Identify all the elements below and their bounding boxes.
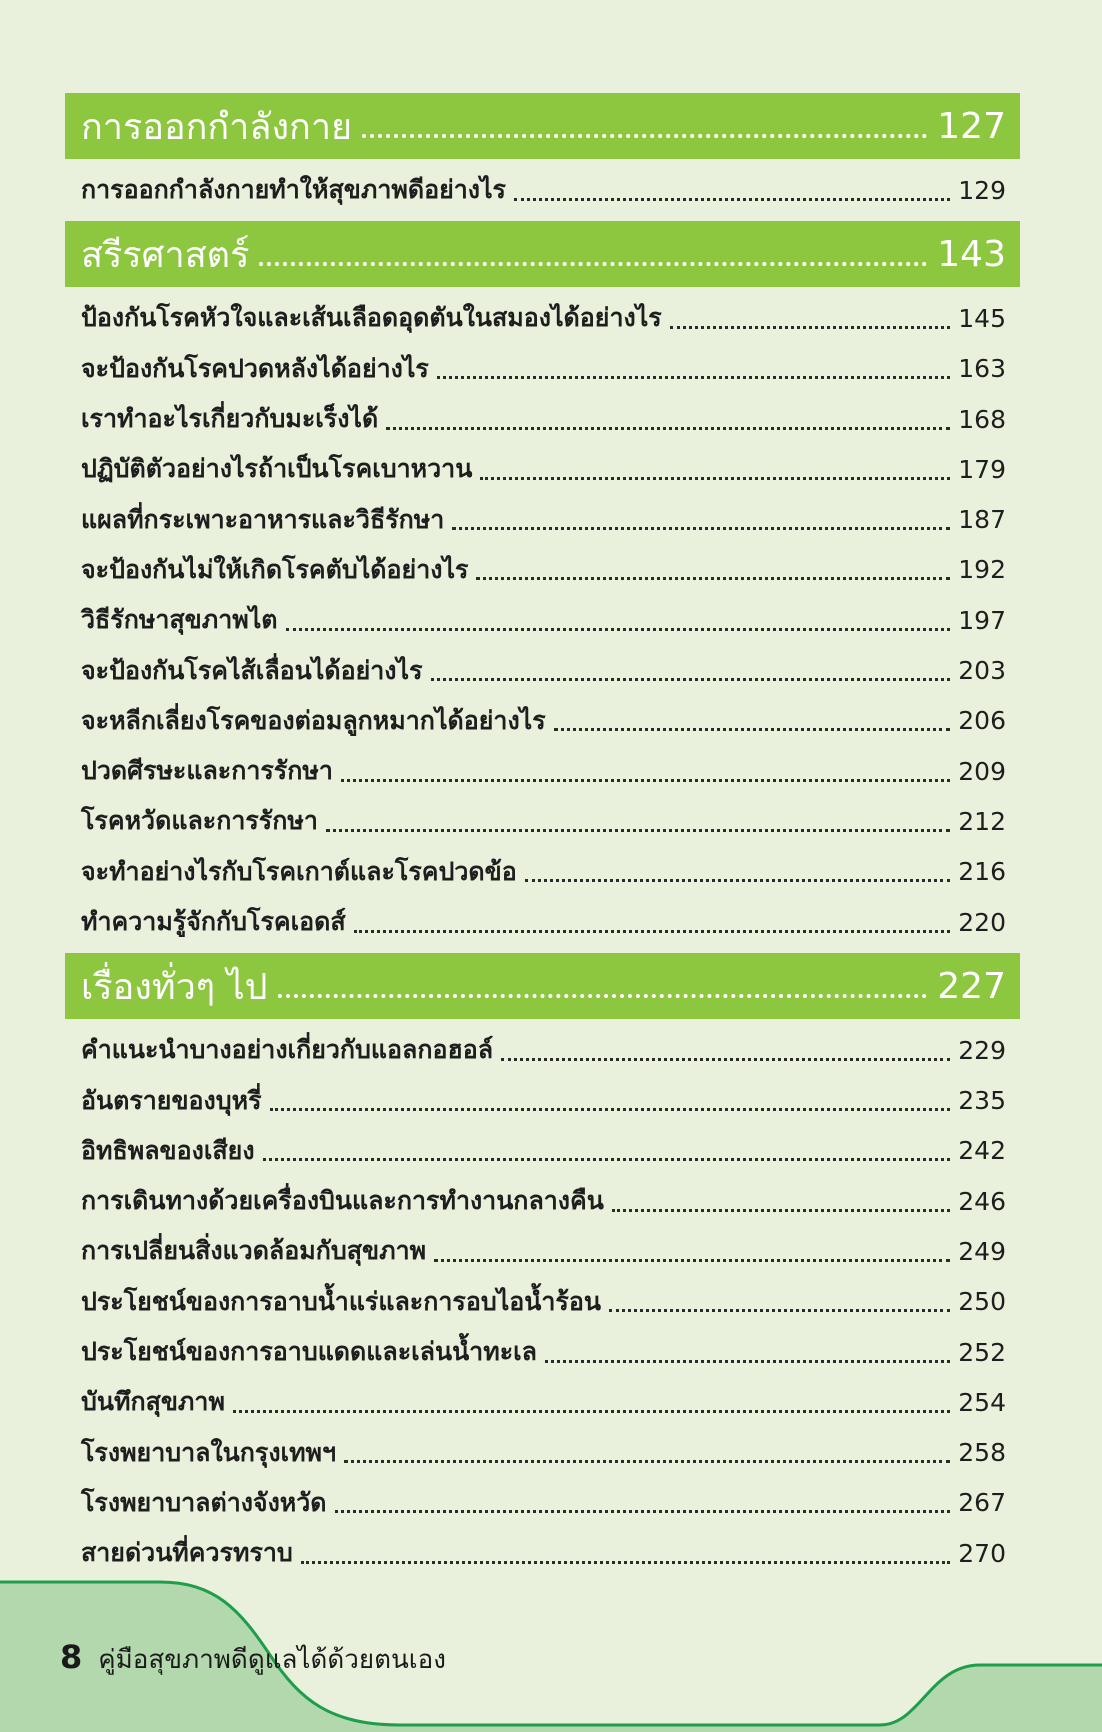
entry-page-number: 197 bbox=[958, 605, 1006, 635]
entry-title: โรคหวัดและการรักษา bbox=[81, 806, 318, 836]
entry-page-number: 192 bbox=[958, 555, 1006, 585]
dot-leader bbox=[480, 477, 950, 480]
toc-entry[interactable] bbox=[81, 444, 1006, 494]
dot-leader bbox=[335, 1510, 951, 1513]
dot-leader bbox=[514, 198, 950, 201]
section-entries bbox=[65, 1025, 1020, 1578]
entry-page-number: 145 bbox=[958, 303, 1006, 333]
dot-leader bbox=[263, 1158, 951, 1161]
toc-entry[interactable] bbox=[81, 1176, 1006, 1226]
dot-leader bbox=[259, 262, 927, 266]
entry-title: การเดินทางด้วยเครื่องบินและการทำงานกลางคืน bbox=[81, 1186, 604, 1216]
entry-page-number: 220 bbox=[958, 907, 1006, 937]
entry-page-number: 168 bbox=[958, 404, 1006, 434]
entry-title: จะป้องกันไม่ให้เกิดโรคตับได้อย่างไร bbox=[81, 554, 469, 584]
section-page-number: 127 bbox=[937, 105, 1006, 147]
entry-page-number: 212 bbox=[958, 806, 1006, 836]
dot-leader bbox=[452, 527, 950, 530]
toc-entry[interactable] bbox=[81, 746, 1006, 796]
dot-leader bbox=[501, 1058, 950, 1061]
dot-leader bbox=[270, 1108, 951, 1111]
dot-leader bbox=[437, 376, 950, 379]
entry-title: เราทำอะไรเกี่ยวกับมะเร็งได้ bbox=[81, 404, 379, 434]
footer-page-number: 8 bbox=[60, 1638, 83, 1676]
dot-leader bbox=[525, 879, 951, 882]
dot-leader bbox=[434, 1259, 950, 1262]
dot-leader bbox=[362, 134, 927, 138]
toc-entry[interactable] bbox=[81, 1277, 1006, 1327]
toc-entry[interactable] bbox=[81, 796, 1006, 846]
toc-entry[interactable] bbox=[81, 494, 1006, 544]
toc-entry[interactable] bbox=[81, 293, 1006, 343]
toc-entry[interactable] bbox=[81, 1428, 1006, 1478]
toc-entry[interactable] bbox=[81, 645, 1006, 695]
entry-title: โรงพยาบาลต่างจังหวัด bbox=[81, 1487, 327, 1517]
dot-leader bbox=[670, 326, 951, 329]
entry-title: อันตรายของบุหรี่ bbox=[81, 1085, 262, 1115]
entry-page-number: 258 bbox=[958, 1438, 1006, 1468]
entry-title: บันทึกสุขภาพ bbox=[81, 1387, 225, 1417]
section-page-number: 227 bbox=[937, 965, 1006, 1007]
entry-title: ประโยชน์ของการอาบน้ำแร่และการอบไอน้ำร้อน bbox=[81, 1286, 601, 1316]
entry-page-number: 216 bbox=[958, 857, 1006, 887]
entry-title: สายด่วนที่ควรทราบ bbox=[81, 1538, 293, 1568]
section-header-physiology[interactable] bbox=[65, 221, 1020, 287]
entry-title: จะทำอย่างไรกับโรคเกาต์และโรคปวดข้อ bbox=[81, 856, 517, 886]
toc-entry[interactable] bbox=[81, 344, 1006, 394]
dot-leader bbox=[554, 728, 951, 731]
dot-leader bbox=[431, 678, 951, 681]
page-footer bbox=[60, 1638, 446, 1680]
section-header-exercise[interactable] bbox=[65, 93, 1020, 159]
entry-title: จะหลีกเลี่ยงโรคของต่อมลูกหมากได้อย่างไร bbox=[81, 705, 546, 735]
toc-entry[interactable] bbox=[81, 595, 1006, 645]
dot-leader bbox=[286, 628, 951, 631]
entry-title: อิทธิพลของเสียง bbox=[81, 1135, 255, 1165]
dot-leader bbox=[612, 1209, 950, 1212]
toc-entry[interactable] bbox=[81, 1478, 1006, 1528]
entry-title: วิธีรักษาสุขภาพไต bbox=[81, 605, 278, 635]
entry-title: ปวดศีรษะและการรักษา bbox=[81, 756, 333, 786]
dot-leader bbox=[545, 1360, 950, 1363]
entry-page-number: 246 bbox=[958, 1186, 1006, 1216]
dot-leader bbox=[344, 1460, 950, 1463]
section-title: สรีรศาสตร์ bbox=[81, 234, 250, 276]
dot-leader bbox=[301, 1561, 950, 1564]
toc-entry[interactable] bbox=[81, 1327, 1006, 1377]
entry-title: จะป้องกันโรคไส้เลื่อนได้อย่างไร bbox=[81, 655, 423, 685]
entry-title: แผลที่กระเพาะอาหารและวิธีรักษา bbox=[81, 504, 445, 534]
entry-page-number: 270 bbox=[958, 1538, 1006, 1568]
toc-entry[interactable] bbox=[81, 165, 1006, 215]
dot-leader bbox=[354, 930, 951, 933]
toc-entry[interactable] bbox=[81, 897, 1006, 947]
toc-entry[interactable] bbox=[81, 394, 1006, 444]
entry-page-number: 179 bbox=[958, 454, 1006, 484]
dot-leader bbox=[233, 1410, 950, 1413]
footer-book-title: คู่มือสุขภาพดีดูแลได้ด้วยตนเอง bbox=[98, 1645, 446, 1675]
dot-leader bbox=[326, 829, 950, 832]
toc-entry[interactable] bbox=[81, 1126, 1006, 1176]
entry-page-number: 267 bbox=[958, 1488, 1006, 1518]
toc-entry[interactable] bbox=[81, 1025, 1006, 1075]
dot-leader bbox=[609, 1309, 950, 1312]
table-of-contents bbox=[65, 93, 1020, 1578]
entry-title: การเปลี่ยนสิ่งแวดล้อมกับสุขภาพ bbox=[81, 1236, 427, 1266]
entry-page-number: 254 bbox=[958, 1387, 1006, 1417]
toc-entry[interactable] bbox=[81, 1226, 1006, 1276]
entry-page-number: 252 bbox=[958, 1337, 1006, 1367]
entry-page-number: 235 bbox=[958, 1086, 1006, 1116]
entry-page-number: 163 bbox=[958, 354, 1006, 384]
dot-leader bbox=[386, 427, 950, 430]
toc-entry[interactable] bbox=[81, 696, 1006, 746]
entry-title: คำแนะนำบางอย่างเกี่ยวกับแอลกอฮอล์ bbox=[81, 1035, 494, 1065]
entry-title: ปฏิบัติตัวอย่างไรถ้าเป็นโรคเบาหวาน bbox=[81, 454, 473, 484]
dot-leader bbox=[341, 779, 950, 782]
section-header-general[interactable] bbox=[65, 953, 1020, 1019]
entry-page-number: 229 bbox=[958, 1035, 1006, 1065]
entry-page-number: 203 bbox=[958, 656, 1006, 686]
toc-entry[interactable] bbox=[81, 1075, 1006, 1125]
section-entries bbox=[65, 293, 1020, 947]
entry-page-number: 206 bbox=[958, 706, 1006, 736]
entry-title: โรงพยาบาลในกรุงเทพฯ bbox=[81, 1437, 337, 1467]
entry-page-number: 249 bbox=[958, 1236, 1006, 1266]
entry-title: ป้องกันโรคหัวใจและเส้นเลือดอุดตันในสมองได้อย่างไร bbox=[81, 303, 662, 333]
toc-entry[interactable] bbox=[81, 545, 1006, 595]
toc-entry[interactable] bbox=[81, 847, 1006, 897]
entry-title: ทำความรู้จักกับโรคเอดส์ bbox=[81, 907, 346, 936]
entry-title: จะป้องกันโรคปวดหลังได้อย่างไร bbox=[81, 353, 429, 383]
entry-title: ประโยชน์ของการอาบแดดและเล่นน้ำทะเล bbox=[81, 1337, 537, 1367]
toc-entry[interactable] bbox=[81, 1377, 1006, 1427]
entry-page-number: 209 bbox=[958, 756, 1006, 786]
entry-page-number: 129 bbox=[958, 175, 1006, 205]
section-title: เรื่องทั่วๆ ไป bbox=[81, 966, 268, 1008]
entry-page-number: 242 bbox=[958, 1136, 1006, 1166]
entry-page-number: 250 bbox=[958, 1287, 1006, 1317]
entry-page-number: 187 bbox=[958, 505, 1006, 535]
section-title: การออกกำลังกาย bbox=[81, 106, 353, 148]
dot-leader bbox=[278, 994, 928, 998]
entry-title: การออกกำลังกายทำให้สุขภาพดีอย่างไร bbox=[81, 175, 506, 205]
section-page-number: 143 bbox=[937, 233, 1006, 275]
dot-leader bbox=[476, 577, 950, 580]
section-entries bbox=[65, 165, 1020, 215]
